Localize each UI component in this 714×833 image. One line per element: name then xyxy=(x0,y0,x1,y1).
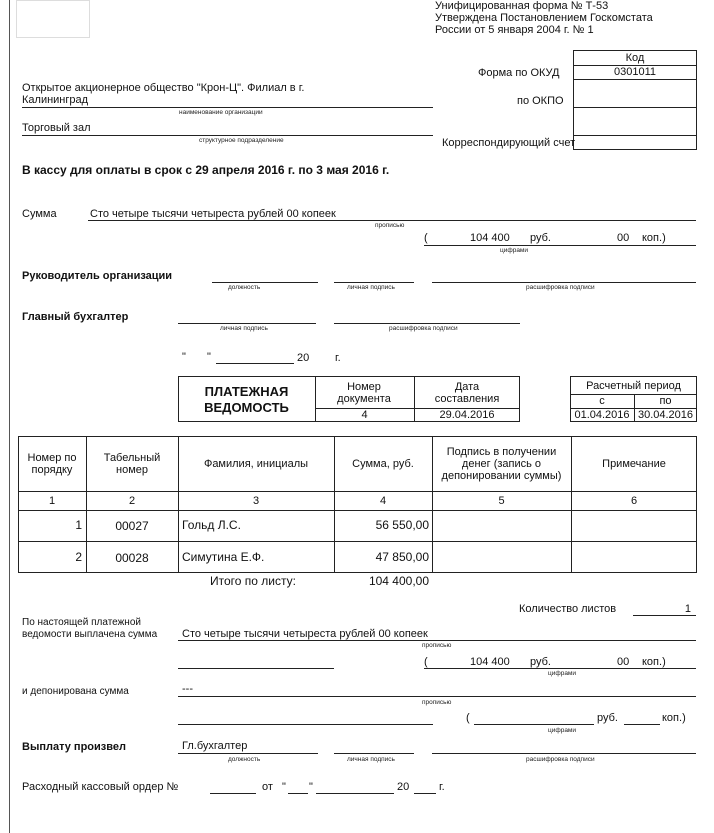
sum-kop: коп.) xyxy=(642,232,666,244)
corr-account-label: Корреспондирующий счет xyxy=(442,137,576,149)
org-name-line1: Открытое акционерное общество "Крон-Ц". Филиал в г. xyxy=(22,82,305,94)
chief-decode-caption: расшифровка подписи xyxy=(389,325,458,332)
order-quote-close: " xyxy=(309,781,313,793)
okpo-label: по ОКПО xyxy=(517,95,564,107)
order-label: Расходный кассовый ордер № xyxy=(22,781,179,793)
deposit-words: --- xyxy=(182,683,193,695)
table-row-1-sum: 56 550,00 xyxy=(375,518,429,532)
payout-position: Гл.бухгалтер xyxy=(182,740,248,752)
table-row-1-name: Гольд Л.С. xyxy=(182,518,241,532)
head-decode-caption: расшифровка подписи xyxy=(526,284,595,291)
order-year: 20 xyxy=(397,781,410,793)
col-header-signature: Подпись в получении денег (запись о депонировании суммы) xyxy=(441,446,562,482)
period-from-label: с xyxy=(599,395,605,407)
paid-rub: руб. xyxy=(530,656,551,668)
sum-label: Сумма xyxy=(22,208,57,220)
head-signature-caption: личная подпись xyxy=(347,284,395,291)
corner-blank-area xyxy=(16,0,90,38)
col-header-name: Фамилия, инициалы xyxy=(203,458,309,470)
order-g: г. xyxy=(439,781,445,793)
period-to-label: по xyxy=(659,395,672,407)
table-row-1-number: 1 xyxy=(75,518,82,532)
col-header-tab-number: Табельный номер xyxy=(103,452,161,476)
payout-position-caption: должность xyxy=(228,756,261,763)
doc-date-header: Дата составления xyxy=(434,380,500,405)
sum-words-caption: прописью xyxy=(375,222,405,229)
period-to-value: 30.04.2016 xyxy=(637,409,694,421)
paid-kop-value: 00 xyxy=(617,656,630,668)
order-from: от xyxy=(262,781,273,793)
paid-open-paren: ( xyxy=(424,656,428,668)
sum-open-paren: ( xyxy=(424,232,428,244)
period-from-value: 01.04.2016 xyxy=(574,409,630,421)
sum-digits: 104 400 xyxy=(470,232,510,244)
sum-rub: руб. xyxy=(530,232,551,244)
sum-kop-value: 00 xyxy=(617,232,630,244)
col-number-4: 4 xyxy=(379,495,387,507)
table-row-2-number: 2 xyxy=(75,550,82,564)
deposit-rub: руб. xyxy=(597,712,618,724)
okud-value: 0301011 xyxy=(613,66,656,78)
total-value: 104 400,00 xyxy=(368,574,429,588)
chief-signature-caption: личная подпись xyxy=(220,325,268,332)
table-row-1-tab: 00027 xyxy=(115,519,149,533)
total-label: Итого по листу: xyxy=(210,574,296,588)
date-quote-close: " xyxy=(207,351,211,363)
col-number-2: 2 xyxy=(128,495,136,507)
deposit-open-paren: ( xyxy=(466,712,470,724)
date-g: г. xyxy=(335,352,341,364)
org-unit: Торговый зал xyxy=(22,122,91,134)
payout-signature-caption: личная подпись xyxy=(347,756,395,763)
date-year: 20 xyxy=(297,352,310,364)
sheets-value: 1 xyxy=(684,603,691,615)
col-number-3: 3 xyxy=(252,495,260,507)
table-row-2-tab: 00028 xyxy=(115,550,149,565)
head-position-caption: должность xyxy=(228,284,261,291)
org-unit-caption: структурное подразделение xyxy=(199,137,284,144)
paid-digits: 104 400 xyxy=(470,656,510,668)
paid-label-1: По настоящей платежной xyxy=(22,617,141,628)
head-label: Руководитель организации xyxy=(22,270,173,282)
doc-date-value: 29.04.2016 xyxy=(439,409,495,421)
form-line-1: Унифицированная форма № Т-53 xyxy=(435,0,609,12)
paid-label-2: ведомости выплачена сумма xyxy=(22,629,158,640)
date-quote-open: " xyxy=(182,351,186,363)
paid-words-caption: прописью xyxy=(422,642,452,649)
org-name-caption: наименование организации xyxy=(179,109,263,116)
table-row-2-name: Симутина Е.Ф. xyxy=(182,550,265,564)
col-header-order-number: Номер по порядку xyxy=(27,452,77,476)
code-header: Код xyxy=(625,52,645,64)
col-number-6: 6 xyxy=(630,495,638,507)
order-quote-open: " xyxy=(282,781,286,793)
corr-account-value xyxy=(573,136,697,149)
payout-label: Выплату произвел xyxy=(22,741,126,753)
doc-title-line2: ВЕДОМОСТЬ xyxy=(204,399,289,415)
deposit-words-caption: прописью xyxy=(422,699,452,706)
okpo-value xyxy=(573,80,697,107)
okud-label: Форма по ОКУД xyxy=(478,67,560,79)
col-header-sum: Сумма, руб. xyxy=(352,458,414,470)
form-line-3: России от 5 января 2004 г. № 1 xyxy=(435,24,594,36)
payout-decode-caption: расшифровка подписи xyxy=(526,756,595,763)
sheets-label: Количество листов xyxy=(519,603,617,615)
paid-words: Сто четыре тысячи четыреста рублей 00 копеек xyxy=(182,628,428,640)
chief-accountant-label: Главный бухгалтер xyxy=(22,311,129,323)
form-line-2: Утверждена Постановлением Госкомстата xyxy=(435,12,653,24)
deposit-kop: коп.) xyxy=(662,712,686,724)
payment-term: В кассу для оплаты в срок с 29 апреля 2016 г. по 3 мая 2016 г. xyxy=(22,163,390,177)
doc-title-line1: ПЛАТЕЖНАЯ xyxy=(204,383,289,399)
period-header: Расчетный период xyxy=(586,379,681,392)
col-header-note: Примечание xyxy=(602,458,666,470)
paid-kop: коп.) xyxy=(642,656,666,668)
sum-words: Сто четыре тысячи четыреста рублей 00 копеек xyxy=(90,208,336,220)
deposit-label: и депонирована сумма xyxy=(22,686,129,697)
col-number-5: 5 xyxy=(498,495,505,507)
table-row-2-sum: 47 850,00 xyxy=(375,550,429,564)
org-name-line2: Калининград xyxy=(22,94,89,106)
page-left-edge xyxy=(9,0,10,833)
col-number-1: 1 xyxy=(48,495,56,507)
doc-number-value: 4 xyxy=(361,409,368,421)
sum-digits-caption: цифрами xyxy=(500,247,529,254)
doc-number-header: Номер документа xyxy=(337,380,391,405)
deposit-digits-caption: цифрами xyxy=(548,727,577,734)
paid-digits-caption: цифрами xyxy=(548,670,577,677)
